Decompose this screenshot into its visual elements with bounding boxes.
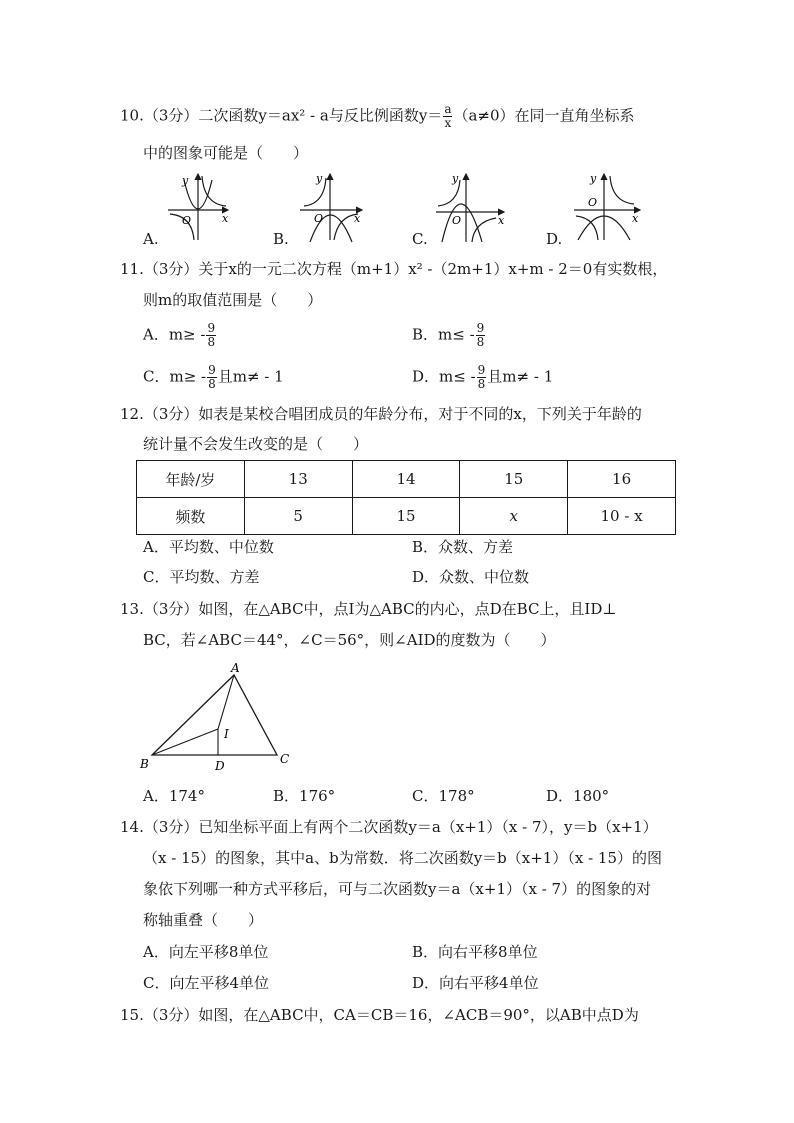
q14-option-b[interactable]: B．向右平移8单位 <box>412 943 538 961</box>
label-d: D <box>215 759 225 773</box>
table-cell: x <box>460 498 568 535</box>
q14-option-d[interactable]: D．向右平移4单位 <box>412 974 539 992</box>
label-i: I <box>224 727 229 741</box>
svg-text:O: O <box>452 214 462 227</box>
q13-option-a[interactable]: A．174° <box>143 787 205 805</box>
table-cell: 10 - x <box>568 498 676 535</box>
q11-option-c[interactable]: C．m≥ - $\frac{9}{8}$ 且m≠ - 1 <box>143 363 284 391</box>
q12-option-c[interactable]: C．平均数、方差 <box>143 568 260 586</box>
table-row <box>137 461 676 498</box>
q12-line1: 12.（3分）如表是某校合唱团成员的年龄分布，对于不同的x，下列关于年龄的 <box>120 405 642 423</box>
q11-option-a[interactable]: A．m≥ - $\frac{9}{8}$ <box>143 321 216 349</box>
svg-text:y: y <box>182 174 189 187</box>
svg-text:y: y <box>452 172 459 185</box>
q11-d-fraction: $\frac{9}{8}$ <box>477 363 486 391</box>
table-cell: 14 <box>352 461 460 498</box>
age-frequency-table <box>136 460 676 535</box>
triangle-figure <box>135 660 305 778</box>
triangle-abc <box>152 675 277 755</box>
svg-text:y: y <box>316 172 323 185</box>
svg-text:x: x <box>354 212 361 225</box>
svg-text:x: x <box>222 212 229 225</box>
q10-option-c[interactable]: C. <box>412 230 428 248</box>
svg-text:O: O <box>314 212 324 225</box>
q11-line1: 11.（3分）关于x的一元二次方程（m+1）x² -（2m+1）x+m - 2＝0有实数根， <box>120 260 668 278</box>
table-cell: 15 <box>460 461 568 498</box>
graph-c <box>436 172 505 242</box>
q12-line2: 统计量不会发生改变的是（ ） <box>143 435 369 453</box>
q13-option-d[interactable]: D．180° <box>546 787 610 805</box>
svg-text:x: x <box>632 212 639 225</box>
q12-option-d[interactable]: D．众数、中位数 <box>412 568 530 586</box>
table-cell: 5 <box>244 498 352 535</box>
q10-line1 <box>120 103 635 130</box>
q13-option-c[interactable]: C．178° <box>412 787 475 805</box>
q14-option-c[interactable]: C．向左平移4单位 <box>143 974 270 992</box>
q14-option-a[interactable]: A．向左平移8单位 <box>143 943 269 961</box>
q12-option-b[interactable]: B．众数、方差 <box>412 538 514 556</box>
q10-text: 10.（3分）二次函数y＝ax² - a与反比例函数y＝ <box>120 106 443 125</box>
q14-line2: （x - 15）的图象，其中a、b为常数．将二次函数y＝b（x+1）（x - 15）的图 <box>143 849 662 867</box>
table-cell: 13 <box>244 461 352 498</box>
q10-fraction: $\frac{a}{x}$ <box>444 102 452 130</box>
q10-option-a[interactable]: A. <box>143 230 159 248</box>
svg-text:y: y <box>590 172 597 185</box>
q11-line2: 则m的取值范围是（ ） <box>143 291 323 309</box>
label-a: A <box>231 661 240 675</box>
table-cell: 频数 <box>137 498 245 535</box>
svg-text:x: x <box>498 214 505 227</box>
q13-line2: BC，若∠ABC＝44°，∠C＝56°，则∠AID的度数为（ ） <box>143 631 556 649</box>
svg-text:O: O <box>588 196 598 209</box>
q10-line2: 中的图象可能是（ ） <box>143 144 309 162</box>
graph-d <box>574 172 640 240</box>
q11-option-b[interactable]: B．m≤ - $\frac{9}{8}$ <box>412 321 485 349</box>
table-cell: 16 <box>568 461 676 498</box>
q13-line1: 13.（3分）如图，在△ABC中，点I为△ABC的内心，点D在BC上，且ID⊥ <box>120 600 617 618</box>
table-cell: 15 <box>352 498 460 535</box>
q10-graphs <box>140 168 660 248</box>
svg-text:O: O <box>182 214 192 227</box>
label-b: B <box>140 757 149 771</box>
q10-option-b[interactable]: B. <box>273 230 289 248</box>
graph-a <box>168 174 229 240</box>
q15-line1: 15.（3分）如图，在△ABC中，CA＝CB＝16，∠ACB＝90°，以AB中点D为 <box>120 1006 639 1024</box>
q10-text-tail: （a≠0）在同一直角坐标系 <box>453 106 635 125</box>
q14-line4: 称轴重叠（ ） <box>143 911 264 929</box>
q11-a-fraction: $\frac{9}{8}$ <box>207 321 216 349</box>
q11-c-fraction: $\frac{9}{8}$ <box>208 363 216 391</box>
q11-option-d[interactable]: D．m≤ - $\frac{9}{8}$ 且m≠ - 1 <box>412 363 554 391</box>
label-c: C <box>280 752 290 766</box>
q13-option-b[interactable]: B．176° <box>273 787 336 805</box>
q11-b-fraction: $\frac{9}{8}$ <box>476 321 485 349</box>
q14-line1: 14.（3分）已知坐标平面上有两个二次函数y＝a（x+1）（x - 7），y＝b（x+1） <box>120 818 658 836</box>
segment-bi <box>152 729 218 755</box>
table-cell: 年龄/岁 <box>137 461 245 498</box>
table-row <box>137 498 676 535</box>
q14-line3: 象依下列哪一种方式平移后，可与二次函数y＝a（x+1）（x - 7）的图象的对 <box>143 880 652 898</box>
q12-option-a[interactable]: A．平均数、中位数 <box>143 538 274 556</box>
graph-b <box>300 172 362 242</box>
q10-option-d[interactable]: D. <box>546 230 563 248</box>
